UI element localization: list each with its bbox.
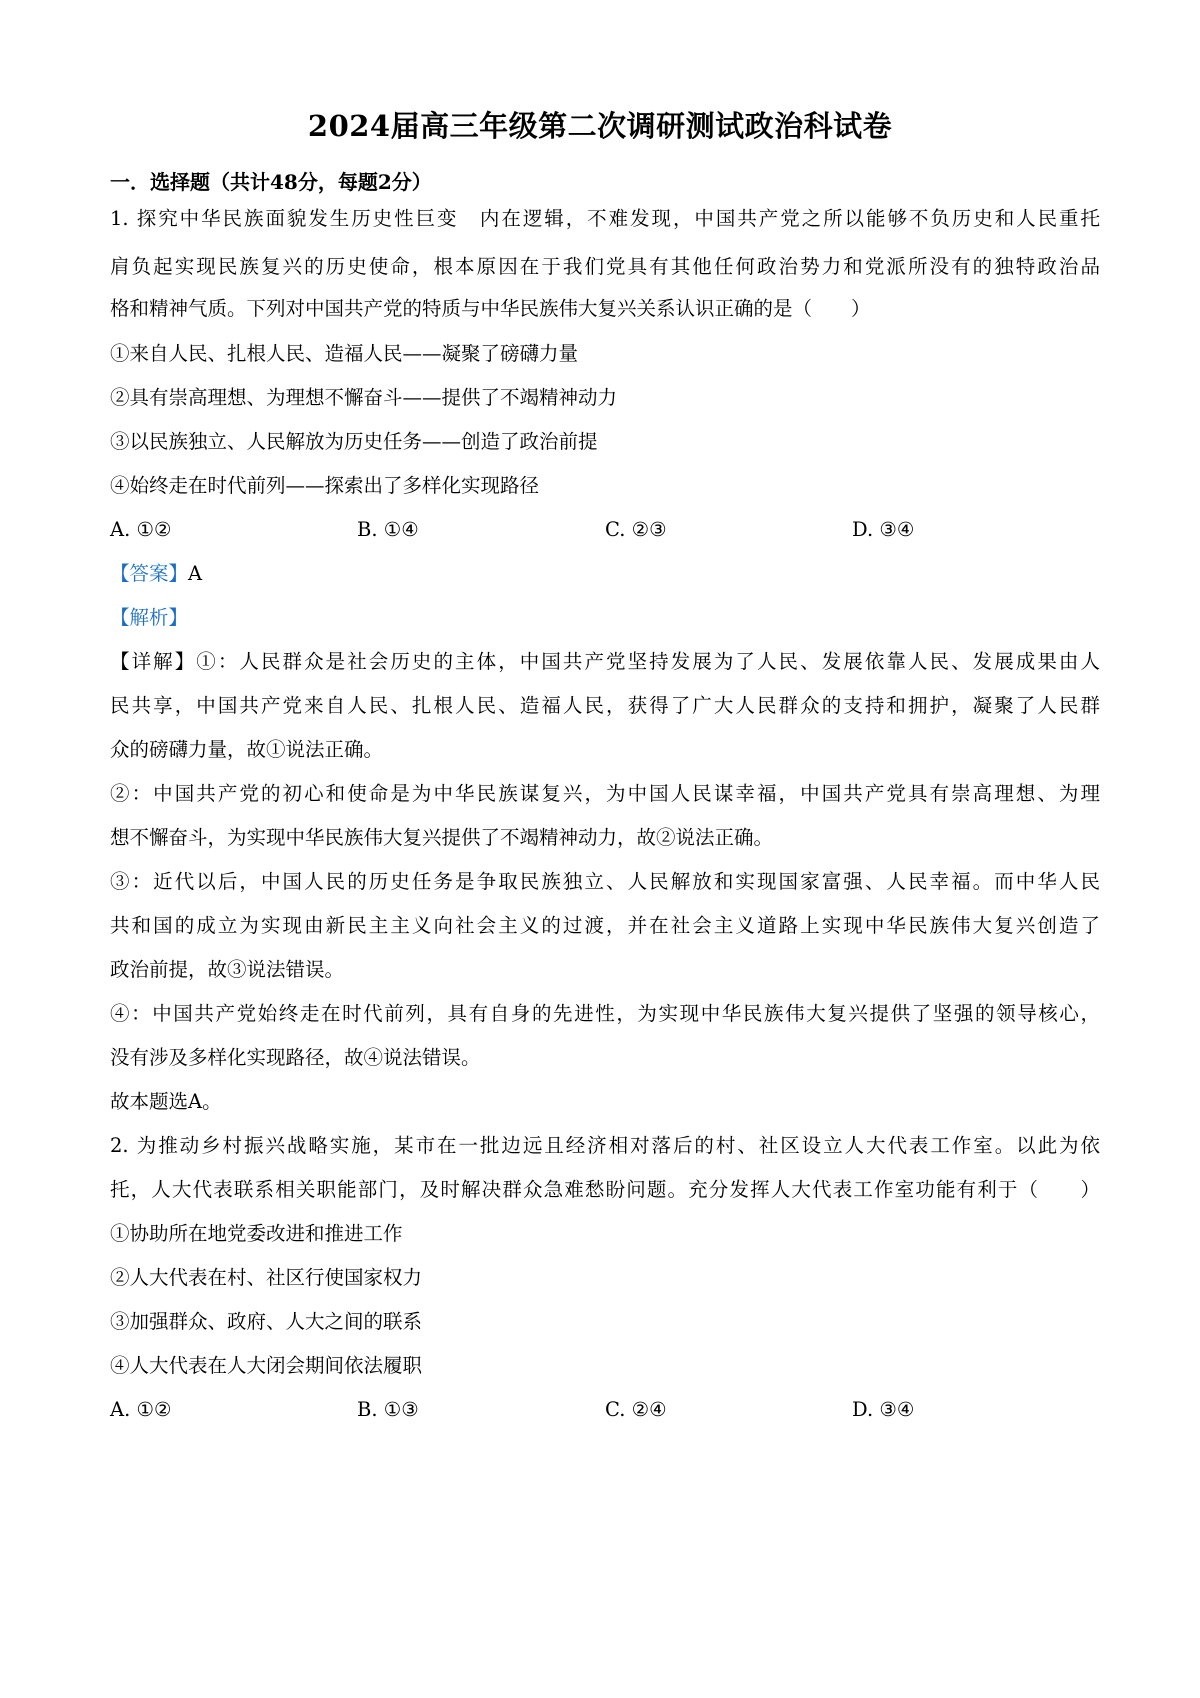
q2-item: ①协助所在地党委改进和推进工作	[110, 1222, 403, 1245]
q2-item: ②人大代表在村、社区行使国家权力	[110, 1266, 423, 1289]
q2-option-b: B. ①③	[357, 1398, 419, 1421]
q2-option-d: D. ③④	[852, 1398, 915, 1421]
q1-detail-line: ④：中国共产党始终走在时代前列，具有自身的先进性，为实现中华民族伟大复兴提供了坚强的领导核心，	[110, 1002, 1100, 1025]
q2-option-c: C. ②④	[605, 1398, 667, 1421]
q1-item: ①来自人民、扎根人民、造福人民——凝聚了磅礴力量	[110, 342, 579, 365]
q1-option-d: D. ③④	[852, 518, 915, 541]
q2-stem-line: 2. 为推动乡村振兴战略实施，某市在一批边远且经济相对落后的村、社区设立人大代表工作室。以此为依	[110, 1134, 1100, 1157]
q2-stem-line: 托，人大代表联系相关职能部门，及时解决群众急难愁盼问题。充分发挥人大代表工作室功能有利于（ ）	[110, 1178, 1100, 1201]
q1-stem-line: 1. 探究中华民族面貌发生历史性巨变 内在逻辑，不难发现，中国共产党之所以能够不负历史和人民重托	[110, 207, 1100, 230]
q1-option-c: C. ②③	[605, 518, 667, 541]
q1-item: ③以民族独立、人民解放为历史任务——创造了政治前提	[110, 430, 598, 453]
q2-item: ④人大代表在人大闭会期间依法履职	[110, 1354, 423, 1377]
q1-answer	[110, 560, 1100, 588]
q1-detail-line: 民共享，中国共产党来自人民、扎根人民、造福人民，获得了广大人民群众的支持和拥护，凝聚了人民群	[110, 694, 1100, 717]
q1-option-a: A. ①②	[110, 518, 172, 541]
section-heading: 一．选择题（共计48分，每题2分）	[110, 170, 432, 194]
q1-stem-line: 肩负起实现民族复兴的历史使命，根本原因在于我们党具有其他任何政治势力和党派所没有的独特政治品	[110, 255, 1100, 278]
answer-label: 【答案】	[110, 562, 189, 585]
q2-item: ③加强群众、政府、人大之间的联系	[110, 1310, 423, 1333]
q1-item: ④始终走在时代前列——探索出了多样化实现路径	[110, 474, 540, 497]
q1-detail-line: 众的磅礴力量，故①说法正确。	[110, 738, 384, 761]
q1-detail-line: 故本题选A。	[110, 1090, 222, 1113]
q1-stem-line: 格和精神气质。下列对中国共产党的特质与中华民族伟大复兴关系认识正确的是（ ）	[110, 297, 871, 320]
q1-detail-line: 共和国的成立为实现由新民主主义向社会主义的过渡，并在社会主义道路上实现中华民族伟大复兴创造了	[110, 914, 1100, 937]
analysis-label: 【解析】	[110, 606, 189, 629]
q1-option-b: B. ①④	[357, 518, 419, 541]
q1-detail-line: ③：近代以后，中国人民的历史任务是争取民族独立、人民解放和实现国家富强、人民幸福。而中华人民	[110, 870, 1100, 893]
q1-detail-line: 想不懈奋斗，为实现中华民族伟大复兴提供了不竭精神动力，故②说法正确。	[110, 826, 774, 849]
q1-detail-line: 【详解】①：人民群众是社会历史的主体，中国共产党坚持发展为了人民、发展依靠人民、发展成果由人	[110, 650, 1100, 673]
q1-detail-line: 政治前提，故③说法错误。	[110, 958, 345, 981]
q1-item: ②具有崇高理想、为理想不懈奋斗——提供了不竭精神动力	[110, 386, 618, 409]
page-title: 2024届高三年级第二次调研测试政治科试卷	[307, 109, 893, 143]
q1-detail-line: ②：中国共产党的初心和使命是为中华民族谋复兴，为中国人民谋幸福，中国共产党具有崇高理想、为理	[110, 782, 1100, 805]
q1-analysis-heading	[110, 604, 1100, 632]
q1-detail-line: 没有涉及多样化实现路径，故④说法错误。	[110, 1046, 481, 1069]
answer-value: A	[188, 562, 203, 585]
q2-option-a: A. ①②	[110, 1398, 172, 1421]
